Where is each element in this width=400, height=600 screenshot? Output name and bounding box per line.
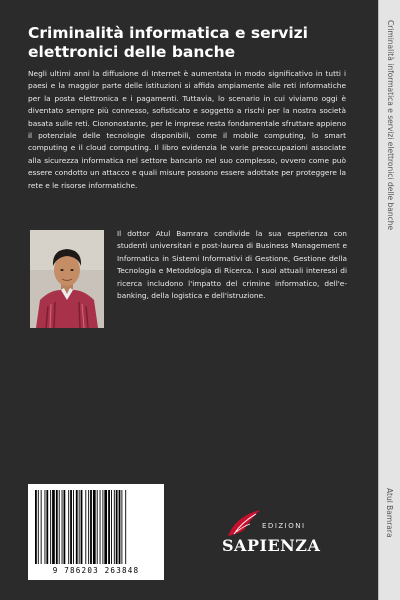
barcode-bar xyxy=(62,490,63,564)
barcode-bar xyxy=(116,490,118,564)
barcode-bar xyxy=(59,490,60,564)
barcode-bar xyxy=(88,490,89,564)
barcode-bar xyxy=(76,490,78,564)
barcode-bar xyxy=(45,490,46,564)
barcode-bar xyxy=(125,490,126,564)
isbn-number: 9 786203 263848 xyxy=(52,566,140,575)
barcode-bar xyxy=(114,490,115,564)
barcode-bar xyxy=(104,490,107,564)
barcode-bar xyxy=(111,490,112,564)
barcode-bar xyxy=(41,490,42,564)
book-description: Negli ultimi anni la diffusione di Internet è aumentata in modo significativo in tutti i paesi e la maggior parte delle istituzioni si affida ampiamente alle reti informatiche per la posta elettronica e i pagamenti. Tuttavia, lo scenario in cui viviamo oggi è diventato sempre più connesso, sofisticato e soggetto a rischi per la nostra società basata sulle reti. Ciononostante, per le imprese resta fondamentale sfruttare appieno il potenziale delle tecnologie disponibili, come il mobile computing, lo smart computing e il cloud computing. Il libro evidenzia le varie preoccupazioni associate alla sicurezza informatica nel settore bancario nel suo complesso, ovvero come può essere condotto un attacco e quali misure possono essere adottate per proteggere la rete e le risorse informatiche. xyxy=(28,69,346,190)
barcode-bar xyxy=(73,490,74,564)
spine-author: Atul Bamrara xyxy=(385,488,394,538)
barcode-bar xyxy=(46,490,48,564)
barcode-bar xyxy=(50,490,51,564)
barcode-bar xyxy=(85,490,86,564)
book-spine xyxy=(378,0,400,600)
barcode-bar xyxy=(93,490,96,564)
barcode-bar xyxy=(90,490,92,564)
author-photo xyxy=(30,230,104,328)
barcode-bar xyxy=(79,490,80,564)
spine-title: Criminalità informatica e servizi elettronici delle banche xyxy=(386,20,395,231)
barcode-bar xyxy=(119,490,121,564)
author-portrait-image xyxy=(30,230,104,328)
barcode-bar xyxy=(81,490,83,564)
publisher-logo xyxy=(224,506,334,580)
publisher-imprint: EDIZIONI xyxy=(262,522,306,530)
barcode-bar xyxy=(97,490,98,564)
barcode-bar xyxy=(64,490,66,564)
author-bio: Il dottor Atul Bamrara condivide la sua esperienza con studenti universitari e post-laurea di Business Management e Informatica in Sistemi Informativi di Gestione, Gestione della Tecnologia e Metodologia di Ricerca. I suoi attuali interessi di ricerca includono l'impatto del crimine informatico, dell'e-banking, della logistica e dell'istruzione. xyxy=(117,229,347,301)
barcode-bar xyxy=(68,490,69,564)
barcode-bar xyxy=(100,490,101,564)
barcode-bars xyxy=(34,490,158,564)
isbn-barcode xyxy=(28,484,164,580)
barcode-bar xyxy=(56,490,58,564)
book-title: Criminalità informatica e servizi elettronici delle banche xyxy=(28,24,308,61)
barcode-bar xyxy=(108,490,110,564)
barcode-bar xyxy=(102,490,103,564)
barcode-bar xyxy=(70,490,72,564)
barcode-bar xyxy=(38,490,39,564)
barcode-bar xyxy=(35,490,37,564)
barcode-bar xyxy=(121,490,122,564)
publisher-name: SAPIENZA xyxy=(222,536,321,555)
barcode-bar xyxy=(52,490,55,564)
